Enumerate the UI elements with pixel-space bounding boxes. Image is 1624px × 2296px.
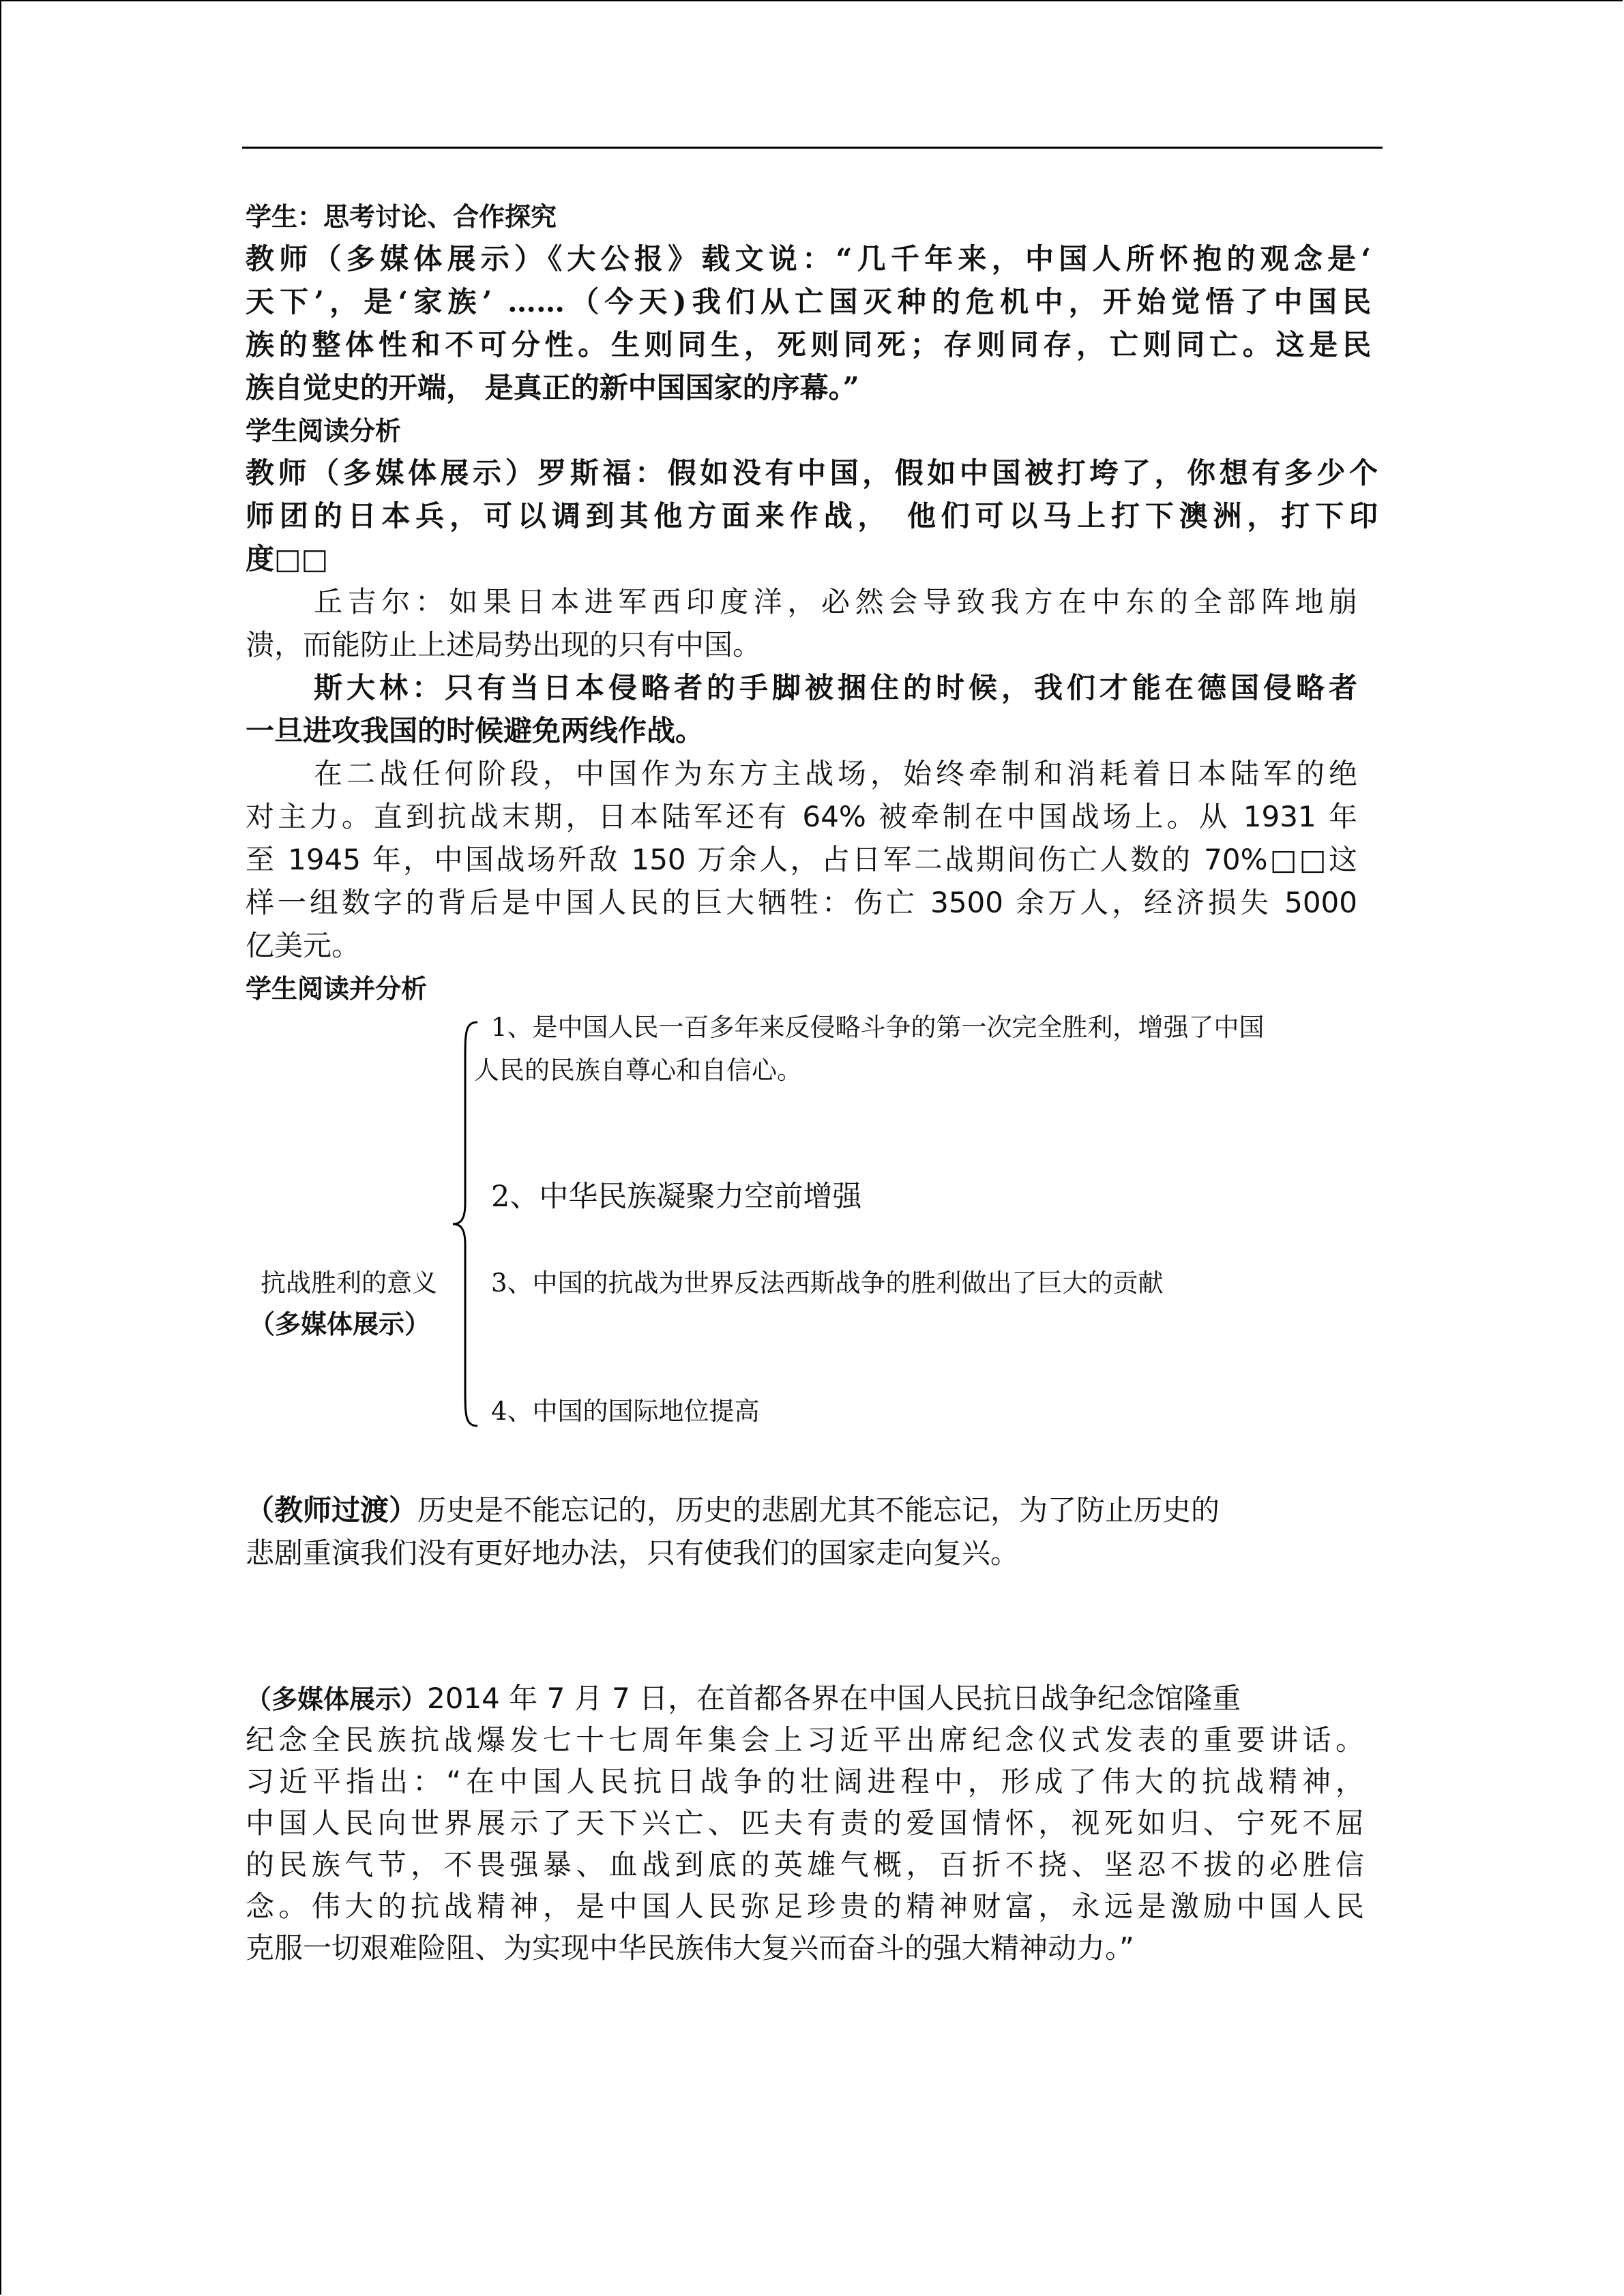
transition-line-1-text: 历史是不能忘记的，历史的悲剧尤其不能忘记，为了防止历史的 xyxy=(417,1493,1220,1527)
xi-speech-line-1-text: 2014 年 7 月 7 日，在首都各界在中国人民抗日战争纪念馆隆重 xyxy=(427,1682,1241,1715)
teacher-quote-line-4: 族自觉史的开端， 是真正的新中国国家的序幕。” xyxy=(246,371,859,404)
stats-line-3: 至 1945 年，中国战场歼敌 150 万余人，占日军二战期间伤亡人数的 70%□□这 xyxy=(246,843,1357,876)
significance-item-2: 2、中华民族凝聚力空前增强 xyxy=(491,1180,862,1214)
significance-label: 抗战胜利的意义 xyxy=(261,1268,437,1298)
stats-line-5: 亿美元。 xyxy=(246,929,361,962)
teacher-quote-line-3: 族的整体性和不可分性。生则同生，死则同死；存则同存，亡则同亡。这是民 xyxy=(246,328,1371,361)
xi-speech-line-5: 的民族气节，不畏强暴、血战到底的英雄气概，百折不挠、坚忍不拔的必胜信 xyxy=(246,1848,1364,1881)
transition-line-1 xyxy=(246,1490,1220,1531)
churchill-line-2: 溃，而能防止上述局势出现的只有中国。 xyxy=(246,628,762,661)
significance-item-3: 3、中国的抗战为世界反法西斯战争的胜利做出了巨大的贡献 xyxy=(491,1268,1164,1298)
student-discuss-line: 学生：思考讨论、合作探究 xyxy=(246,202,557,232)
xi-speech-line-1 xyxy=(246,1678,1241,1720)
roosevelt-line-1: 教师（多媒体展示）罗斯福：假如没有中国，假如中国被打垮了，你想有多少个 xyxy=(246,456,1378,490)
churchill-line-1: 丘吉尔：如果日本进军西印度洋，必然会导致我方在中东的全部阵地崩 xyxy=(314,585,1357,618)
significance-item-1-line-2: 人民的民族自尊心和自信心。 xyxy=(474,1056,802,1085)
significance-item-4: 4、中国的国际地位提高 xyxy=(491,1397,760,1426)
stalin-line-1: 斯大林：只有当日本侵略者的手脚被捆住的时候，我们才能在德国侵略者 xyxy=(314,671,1357,704)
xi-speech-label: （多媒体展示） xyxy=(246,1684,428,1714)
stats-line-2: 对主力。直到抗战末期，日本陆军还有 64% 被牵制在中国战场上。从 1931 年 xyxy=(246,800,1357,833)
xi-speech-line-2: 纪念全民族抗战爆发七十七周年集会上习近平出席纪念仪式发表的重要讲话。 xyxy=(246,1723,1364,1757)
roosevelt-line-3: 度□□ xyxy=(246,542,329,576)
stats-line-4: 样一组数字的背后是中国人民的巨大牺牲：伤亡 3500 余万人，经济损失 5000 xyxy=(246,886,1357,919)
xi-speech-line-6: 念。伟大的抗战精神，是中国人民弥足珍贵的精神财富，永远是激励中国人民 xyxy=(246,1890,1364,1923)
transition-label: （教师过渡） xyxy=(246,1493,418,1527)
stalin-line-2: 一旦进攻我国的时候避免两线作战。 xyxy=(246,714,705,747)
significance-item-1-line-1: 1、是中国人民一百多年来反侵略斗争的第一次完全胜利，增强了中国 xyxy=(491,1013,1265,1042)
stats-line-1: 在二战任何阶段，中国作为东方主战场，始终牵制和消耗着日本陆军的绝 xyxy=(314,757,1357,790)
xi-speech-line-3: 习近平指出：“在中国人民抗日战争的壮阔进程中，形成了伟大的抗战精神， xyxy=(246,1765,1364,1798)
xi-speech-line-4: 中国人民向世界展示了天下兴亡、匹夫有责的爱国情怀，视死如归、宁死不屈 xyxy=(246,1806,1364,1840)
teacher-quote-line-2: 天下’，是‘家族’ ……（今天)我们从亡国灭种的危机中，开始觉悟了中国民 xyxy=(246,285,1371,318)
xi-speech-line-7: 克服一切艰难险阻、为实现中华民族伟大复兴而奋斗的强大精神动力。” xyxy=(246,1931,1134,1965)
header-rule xyxy=(242,147,1383,149)
transition-line-2: 悲剧重演我们没有更好地办法，只有使我们的国家走向复兴。 xyxy=(246,1536,1020,1570)
teacher-quote-line-1: 教师（多媒体展示）《大公报》载文说：“几千年来，中国人所怀抱的观念是‘ xyxy=(246,242,1371,275)
student-read-line: 学生阅读分析 xyxy=(246,416,402,446)
roosevelt-line-2: 师团的日本兵，可以调到其他方面来作战， 他们可以马上打下澳洲，打下印 xyxy=(246,499,1378,533)
student-read2-line: 学生阅读并分析 xyxy=(246,974,428,1004)
significance-label-sub: （多媒体展示） xyxy=(249,1309,431,1339)
